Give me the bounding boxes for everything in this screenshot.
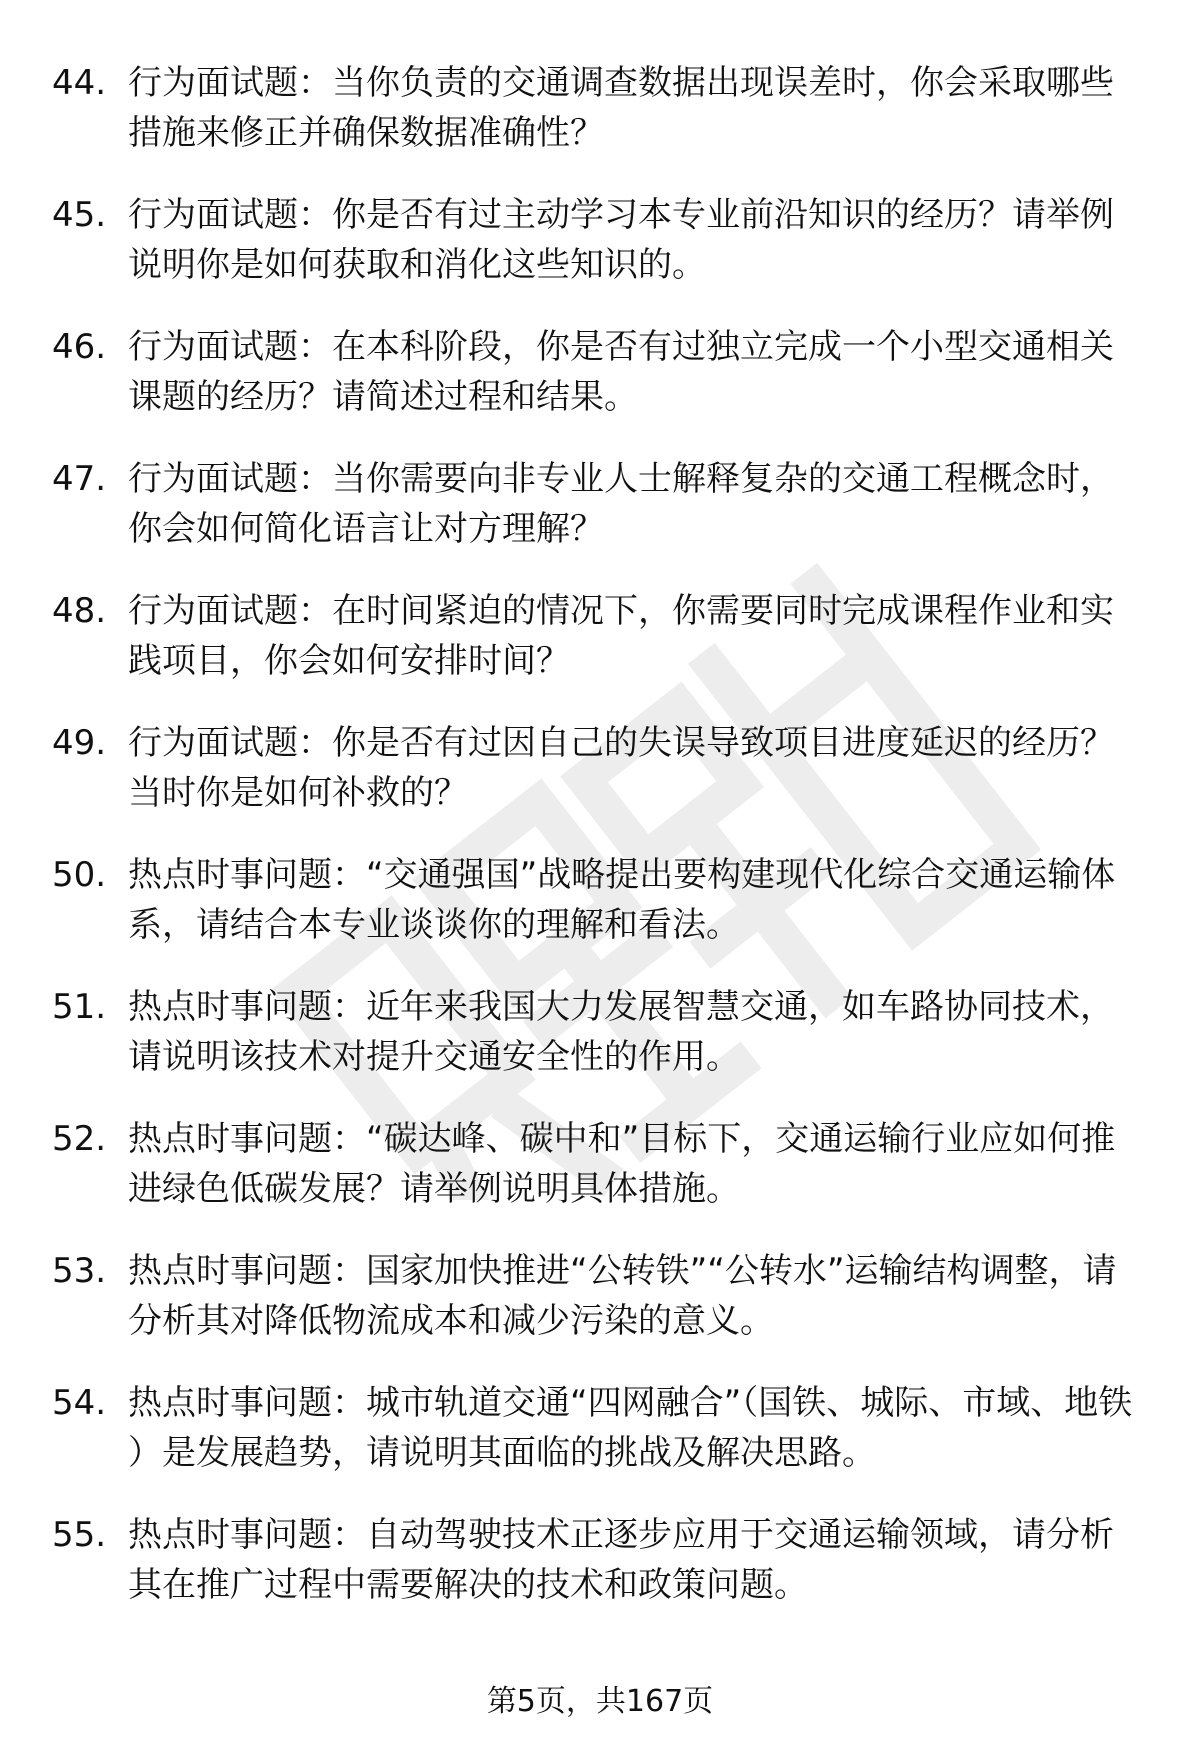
question-text: 行为面试题：你是否有过因自己的失误导致项目进度延迟的经历？当时你是如何补救的？ — [128, 723, 1114, 813]
question-number: 47. — [52, 459, 107, 499]
question-text: 行为面试题：当你需要向非专业人士解释复杂的交通工程概念时，你会如何简化语言让对方理解？ — [128, 459, 1114, 549]
question-number: 52. — [52, 1119, 107, 1159]
question-number: 45. — [52, 195, 107, 235]
question-list — [52, 58, 1142, 1642]
question-item — [52, 454, 1142, 586]
question-text: 热点时事问题：城市轨道交通“四网融合”（国铁、城际、市域、地铁）是发展趋势，请说明其面临的挑战及解决思路。 — [128, 1383, 1133, 1473]
question-number: 46. — [52, 327, 107, 367]
question-item — [52, 1114, 1142, 1246]
question-number: 50. — [52, 855, 107, 895]
question-number: 54. — [52, 1383, 107, 1423]
question-item — [52, 1246, 1142, 1378]
page-number-footer: 第5页，共167页 — [486, 1684, 714, 1719]
question-number: 44. — [52, 63, 107, 103]
question-item — [52, 1510, 1142, 1642]
question-text: 行为面试题：在本科阶段，你是否有过独立完成一个小型交通相关课题的经历？请简述过程和结果。 — [128, 327, 1114, 417]
question-text: 热点时事问题：近年来我国大力发展智慧交通，如车路协同技术，请说明该技术对提升交通安全性的作用。 — [128, 987, 1114, 1077]
question-item — [52, 322, 1142, 454]
question-text: 行为面试题：当你负责的交通调查数据出现误差时，你会采取哪些措施来修正并确保数据准确性？ — [128, 63, 1114, 153]
question-text: 热点时事问题：国家加快推进“公转铁”“公转水”运输结构调整，请分析其对降低物流成本和减少污染的意义。 — [128, 1251, 1117, 1341]
question-text: 热点时事问题：“碳达峰、碳中和”目标下，交通运输行业应如何推进绿色低碳发展？请举例说明具体措施。 — [128, 1119, 1116, 1209]
question-number: 48. — [52, 591, 107, 631]
question-number: 55. — [52, 1515, 107, 1555]
question-item — [52, 190, 1142, 322]
question-item — [52, 1378, 1142, 1510]
question-text: 热点时事问题：自动驾驶技术正逐步应用于交通运输领域，请分析其在推广过程中需要解决的技术和政策问题。 — [128, 1515, 1114, 1605]
question-item — [52, 718, 1142, 850]
question-item — [52, 586, 1142, 718]
question-text: 行为面试题：你是否有过主动学习本专业前沿知识的经历？请举例说明你是如何获取和消化这些知识的。 — [128, 195, 1114, 285]
question-number: 53. — [52, 1251, 107, 1291]
question-number: 49. — [52, 723, 107, 763]
question-text: 行为面试题：在时间紧迫的情况下，你需要同时完成课程作业和实践项目，你会如何安排时间？ — [128, 591, 1114, 681]
question-item — [52, 982, 1142, 1114]
question-item — [52, 58, 1142, 190]
question-number: 51. — [52, 987, 107, 1027]
question-item — [52, 850, 1142, 982]
question-text: 热点时事问题：“交通强国”战略提出要构建现代化综合交通运输体系，请结合本专业谈谈你的理解和看法。 — [128, 855, 1116, 945]
